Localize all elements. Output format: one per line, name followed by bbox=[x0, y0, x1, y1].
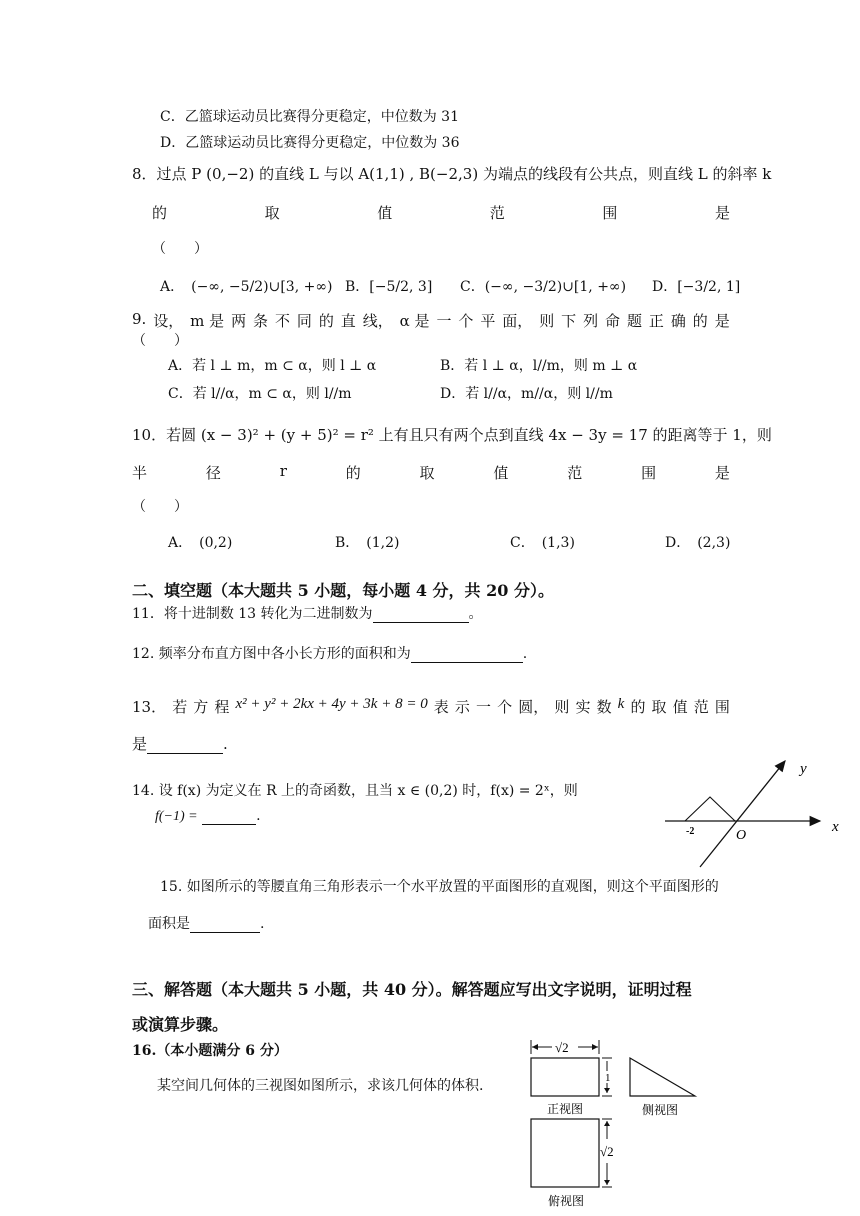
top-view-rect bbox=[531, 1119, 599, 1187]
front-view-label: 正视图 bbox=[547, 1102, 584, 1116]
q16-header: 16.（本小题满分 6 分） bbox=[132, 1043, 288, 1059]
section-3-title: 三、解答题（本大题共 5 小题，共 40 分）。解答题应写出文字说明，证明过程 bbox=[132, 980, 692, 999]
q15-figure bbox=[660, 755, 850, 875]
q13-line2: 是 . bbox=[132, 735, 228, 753]
q8-option-b: B．[−5/2, 3] bbox=[345, 279, 433, 295]
q8-stem: 8．过点 P (0,−2) 的直线 L 与以 A(1,1) , B(−2,3) 为端点的线段有公共点，则直线 L 的斜率 k bbox=[132, 165, 772, 183]
q10-continuation: 半 径 r 的 取 值 范 围 是 bbox=[132, 462, 730, 482]
q9-stem: 9. 设， m 是 两 条 不 同 的 直 线， α 是 一 个 平 面， 则 下 列 命 题 正 确 的 是 bbox=[132, 310, 730, 330]
q11: 11．将十进制数 13 转化为二进制数为 。 bbox=[132, 606, 483, 622]
section-3-title-line2: 或演算步骤。 bbox=[132, 1015, 229, 1034]
x-label: x bbox=[832, 819, 839, 835]
triangle-shape bbox=[685, 797, 735, 821]
q8-paren: （ ） bbox=[152, 241, 208, 257]
top-view-dimension-label: √2 bbox=[600, 1144, 614, 1159]
y-axis bbox=[700, 761, 785, 867]
q10-paren: （ ） bbox=[132, 499, 188, 515]
q15: 15. 如图所示的等腰直角三角形表示一个水平放置的平面图形的直观图，则这个平面图形的 bbox=[160, 879, 719, 895]
q8-option-c: C．(−∞, −3/2)∪[1, +∞) bbox=[460, 279, 627, 295]
q13: 13． 若 方 程 x² + y² + 2kx + 4y + 3k + 8 = 0 表 示 一 个 圆， 则 实 数 k 的 取 值 范 围 bbox=[132, 696, 730, 716]
q8-option-a: A． (−∞, −5/2)∪[3, +∞) bbox=[160, 279, 333, 295]
side-view-triangle bbox=[630, 1058, 695, 1096]
top-view-label: 俯视图 bbox=[548, 1194, 585, 1208]
three-view-figure bbox=[520, 1035, 710, 1210]
q8-option-d: D．[−3/2, 1] bbox=[652, 279, 741, 295]
top-dimension-label: √2 bbox=[555, 1040, 569, 1055]
q9-option-d: D．若 l//α，m//α，则 l//m bbox=[440, 386, 613, 402]
front-height-label: 1 bbox=[605, 1072, 611, 1084]
q10-option-a: A． (0,2) bbox=[168, 535, 233, 551]
q9-paren: （ ） bbox=[132, 333, 188, 349]
q16-body: 某空间几何体的三视图如图所示，求该几何体的体积. bbox=[157, 1078, 484, 1094]
side-view-label: 侧视图 bbox=[642, 1103, 679, 1117]
q9-option-b: B．若 l ⊥ α，l//m，则 m ⊥ α bbox=[440, 358, 638, 374]
y-label: y bbox=[800, 761, 807, 777]
q10-option-d: D． (2,3) bbox=[665, 535, 731, 551]
q10-option-b: B． (1,2) bbox=[335, 535, 400, 551]
q8-continuation: 的 取 值 范 围 是 bbox=[152, 204, 730, 222]
q14: 14. 设 f(x) 为定义在 R 上的奇函数，且当 x ∈ (0,2) 时，f(x) = 2ˣ，则 bbox=[132, 783, 578, 799]
q14-line2: f(−1) = . bbox=[155, 808, 261, 824]
neg2-label: -2 bbox=[686, 826, 695, 837]
q10-option-c: C． (1,3) bbox=[510, 535, 575, 551]
origin-label: O bbox=[736, 828, 747, 843]
q7-option-c: C．乙篮球运动员比赛得分更稳定，中位数为 31 bbox=[160, 109, 459, 125]
front-view-rect bbox=[531, 1058, 599, 1096]
q15-line2: 面积是 . bbox=[148, 916, 265, 932]
q9-option-a: A．若 l ⊥ m，m ⊂ α，则 l ⊥ α bbox=[168, 358, 377, 374]
q9-option-c: C．若 l//α，m ⊂ α，则 l//m bbox=[168, 386, 352, 402]
q7-option-d: D．乙篮球运动员比赛得分更稳定，中位数为 36 bbox=[160, 135, 460, 151]
q10-stem: 10．若圆 (x − 3)² + (y + 5)² = r² 上有且只有两个点到直线 4x − 3y = 17 的距离等于 1，则 bbox=[132, 426, 772, 444]
section-2-title: 二、填空题（本大题共 5 小题，每小题 4 分，共 20 分）。 bbox=[132, 581, 554, 600]
q12: 12. 频率分布直方图中各小长方形的面积和为 . bbox=[132, 646, 528, 662]
